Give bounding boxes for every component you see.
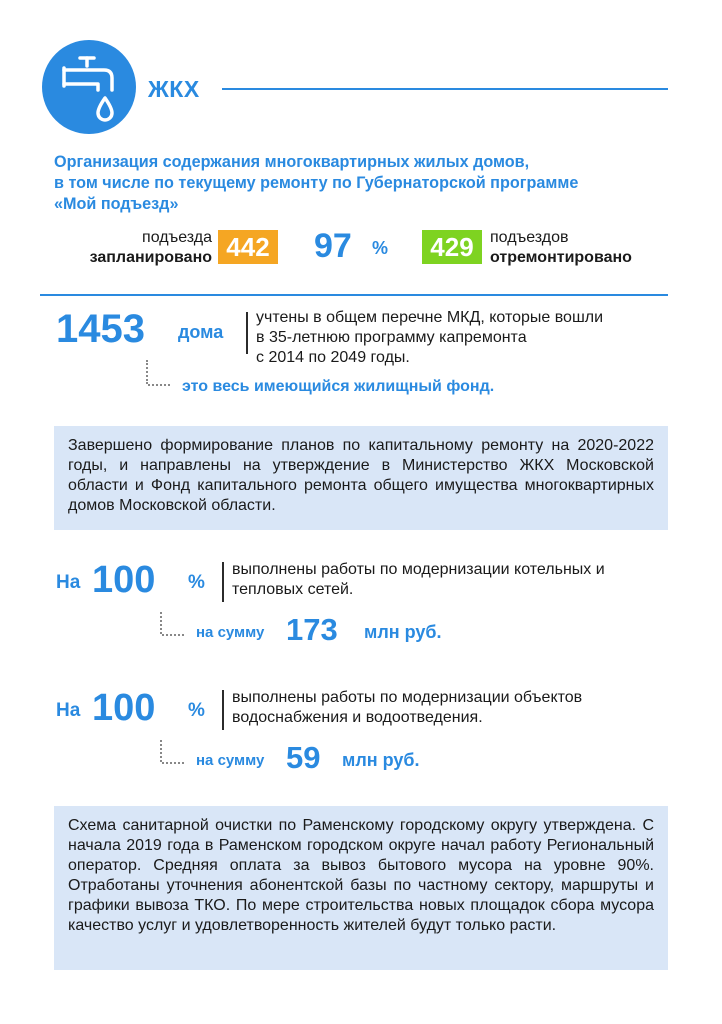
connector-dots [148, 384, 170, 386]
block1-separator [222, 562, 224, 602]
houses-description: учтены в общем перечне МКД, которые вошли в 35-летнюю программу капремонта с 2014 по 2049 годы. [256, 309, 604, 366]
header-icon-circle [42, 40, 136, 134]
block2-percent: % [188, 700, 205, 721]
block1-prefix: На [56, 572, 81, 593]
info-panel-capital-repair: Завершено формирование планов по капитальному ремонту на 2020-2022 годы, и направлены на утверждение в Министерство ЖКХ Московской области и Фонд капитального ремонта общего имущества многоквартирных домов Московской области. [54, 426, 668, 530]
houses-note: это весь имеющийся жилищный фонд. [182, 378, 495, 395]
page-title: ЖКХ [148, 76, 200, 102]
planned-value-badge: 442 [218, 230, 278, 264]
block1-value: 100 [92, 559, 156, 601]
block2-prefix: На [56, 700, 81, 721]
block2-sum-value: 59 [286, 740, 321, 775]
info-panel-sanitation: Схема санитарной очистки по Раменскому городскому округу утверждена. С начала 2019 года в Раменском городском округе начал работу Региональный оператор. Средняя оплата за вывоз бытового мусора на уровне 90%. Отработаны уточнения абонентской базы по частному сектору, маршруты и графики вывоза ТКО. По мере строительства новых площадок сбора мусора качество услуг и удовлетворенность жителей будут только расти. [54, 806, 668, 970]
connector-dots [162, 762, 184, 764]
subtitle-line: «Мой подъезд» [54, 195, 179, 213]
block1-percent: % [188, 572, 205, 593]
block1-sum-label: на сумму [196, 624, 265, 641]
header-rule [222, 88, 668, 90]
percent-sign: % [372, 238, 389, 258]
block1-sum-value: 173 [286, 612, 338, 647]
houses-separator [246, 312, 248, 354]
repaired-label: подъездов отремонтировано [490, 229, 632, 266]
section-subtitle [54, 152, 674, 215]
connector-dots [146, 360, 148, 384]
planned-label: подъезда запланировано [89, 229, 212, 266]
block2-separator [222, 690, 224, 730]
connector-dots [160, 740, 162, 762]
connector-dots [162, 634, 184, 636]
section-divider [40, 294, 668, 296]
block2-description: выполнены работы по модернизации объектов водоснабжения и водоотведения. [232, 689, 583, 726]
connector-dots [160, 612, 162, 634]
repaired-value-badge: 429 [422, 230, 482, 264]
subtitle-line: в том числе по текущему ремонту по Губернаторской программе [54, 174, 579, 192]
block1-description: выполнены работы по модернизации котельных и тепловых сетей. [232, 561, 605, 598]
houses-value: 1453 [56, 307, 145, 351]
subtitle-line: Организация содержания многоквартирных жилых домов, [54, 153, 530, 171]
block2-value: 100 [92, 687, 156, 729]
water-tap-icon [42, 40, 136, 134]
percent-value: 97 [314, 227, 352, 265]
houses-unit: дома [178, 322, 224, 342]
block2-sum-unit: млн руб. [342, 750, 420, 770]
block2-sum-label: на сумму [196, 752, 265, 769]
block1-sum-unit: млн руб. [364, 622, 442, 642]
